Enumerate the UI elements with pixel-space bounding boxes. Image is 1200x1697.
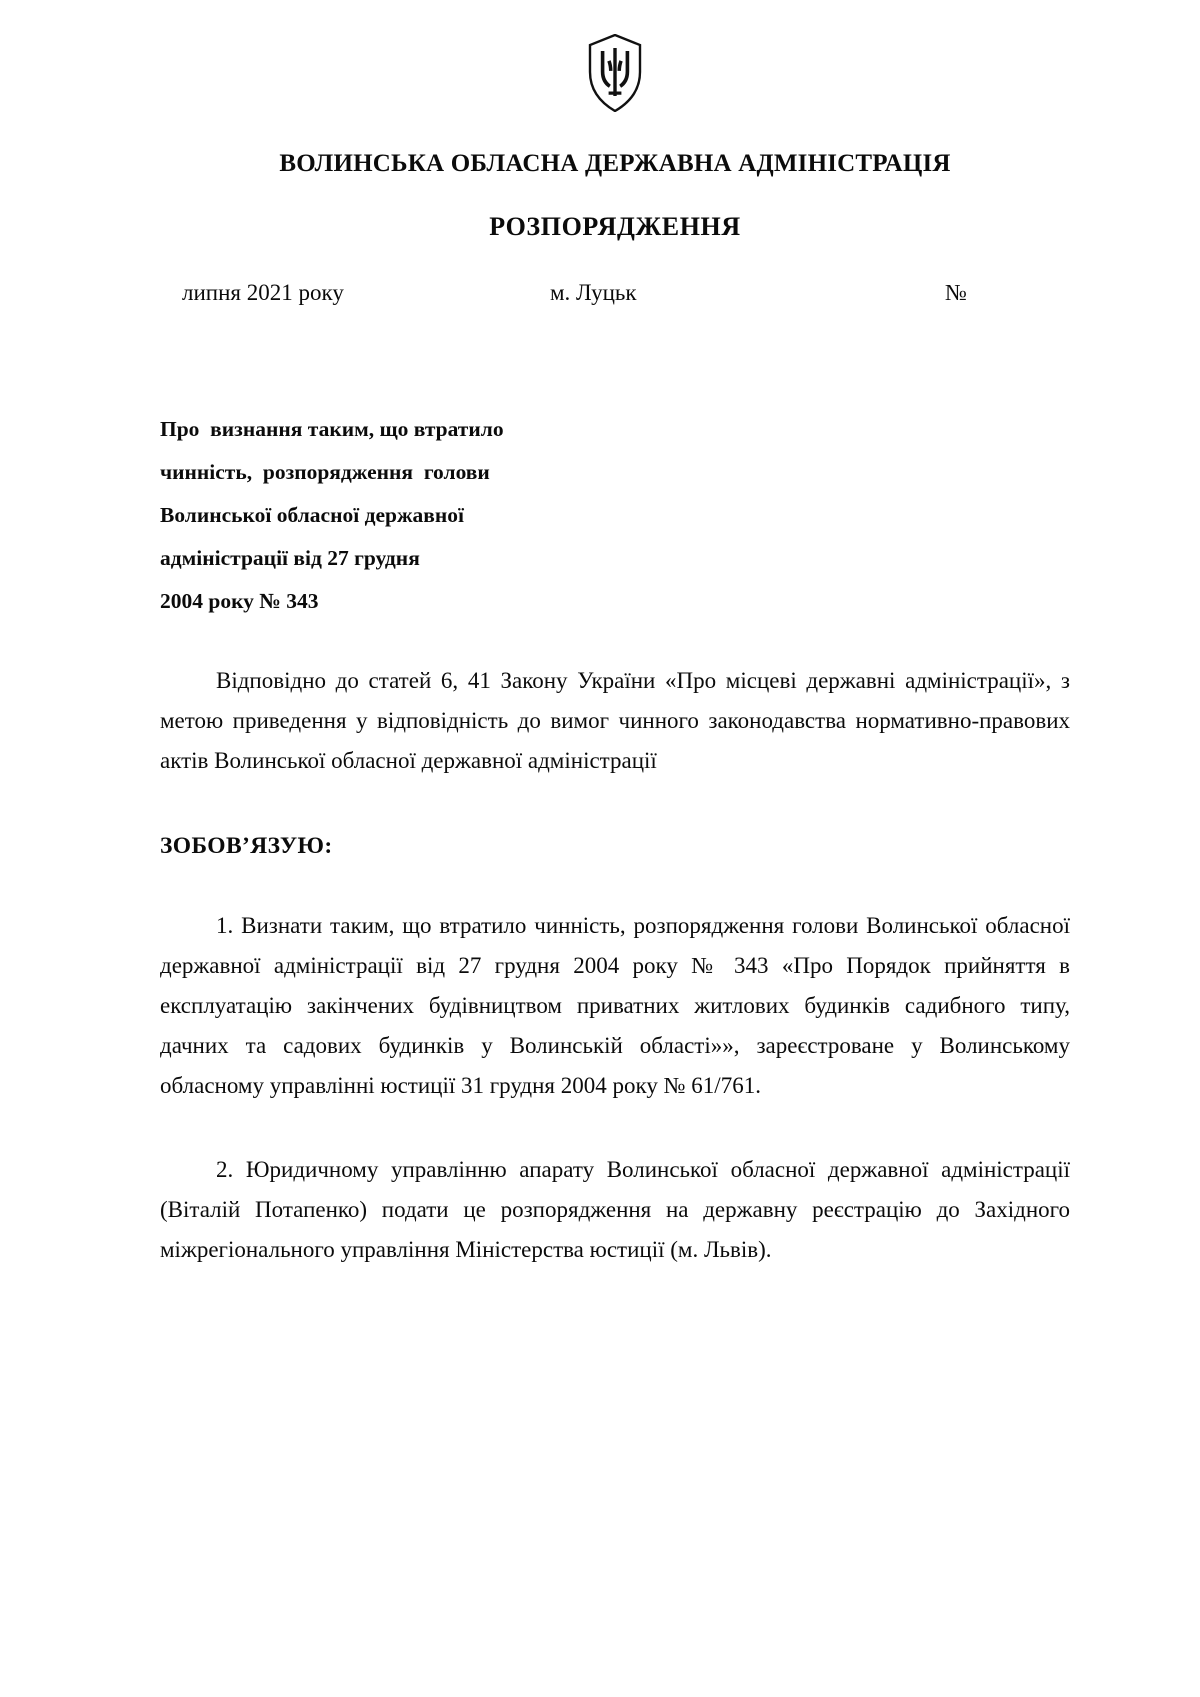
subject-line: Про визнання таким, що втратило	[160, 417, 504, 441]
emblem-container	[160, 34, 1070, 112]
document-type-heading: РОЗПОРЯДЖЕННЯ	[489, 212, 741, 241]
document-date: липня 2021 року	[182, 280, 344, 305]
order-keyword: ЗОБОВ’ЯЗУЮ:	[160, 833, 333, 859]
document-subject	[160, 408, 680, 623]
subject-line: 2004 року № 343	[160, 589, 319, 613]
document-content	[160, 0, 1070, 1270]
subject-line: адміністрації від 27 грудня	[160, 546, 420, 570]
preamble-paragraph: Відповідно до статей 6, 41 Закону України «Про місцеві державні адміністрації», з метою приведення у відповідність до вимог чинного законодавства нормативно-правових актів Волинської обласної державної адміністрації	[160, 668, 1070, 773]
order-item-1: 1. Визнати таким, що втратило чинність, розпорядження голови Волинської обласної державної адміністрації від 27 грудня 2004 року № 343 «Про Порядок прийняття в експлуатацію закінчених будівництвом приватних житлових будинків садибного типу, дачних та садових будинків у Волинській області»», зареєстроване у Волинському обласному управлінні юстиції 31 грудня 2004 року № 61/761.	[160, 913, 1070, 1098]
document-city: м. Луцьк	[550, 280, 637, 305]
document-number: №	[945, 280, 967, 305]
order-item-2: 2. Юридичному управлінню апарату Волинської обласної державної адміністрації (Віталій Потапенко) подати це розпорядження на державну реєстрацію до Західного міжрегіонального управління Міністерства юстиції (м. Львів).	[160, 1157, 1070, 1262]
ukraine-trident-coat-of-arms-icon	[587, 34, 643, 112]
subject-line: Волинської обласної державної	[160, 503, 465, 527]
document-meta-row	[160, 280, 1070, 312]
subject-line: чинність, розпорядження голови	[160, 460, 490, 484]
organization-title: ВОЛИНСЬКА ОБЛАСНА ДЕРЖАВНА АДМІНІСТРАЦІЯ	[279, 150, 951, 177]
